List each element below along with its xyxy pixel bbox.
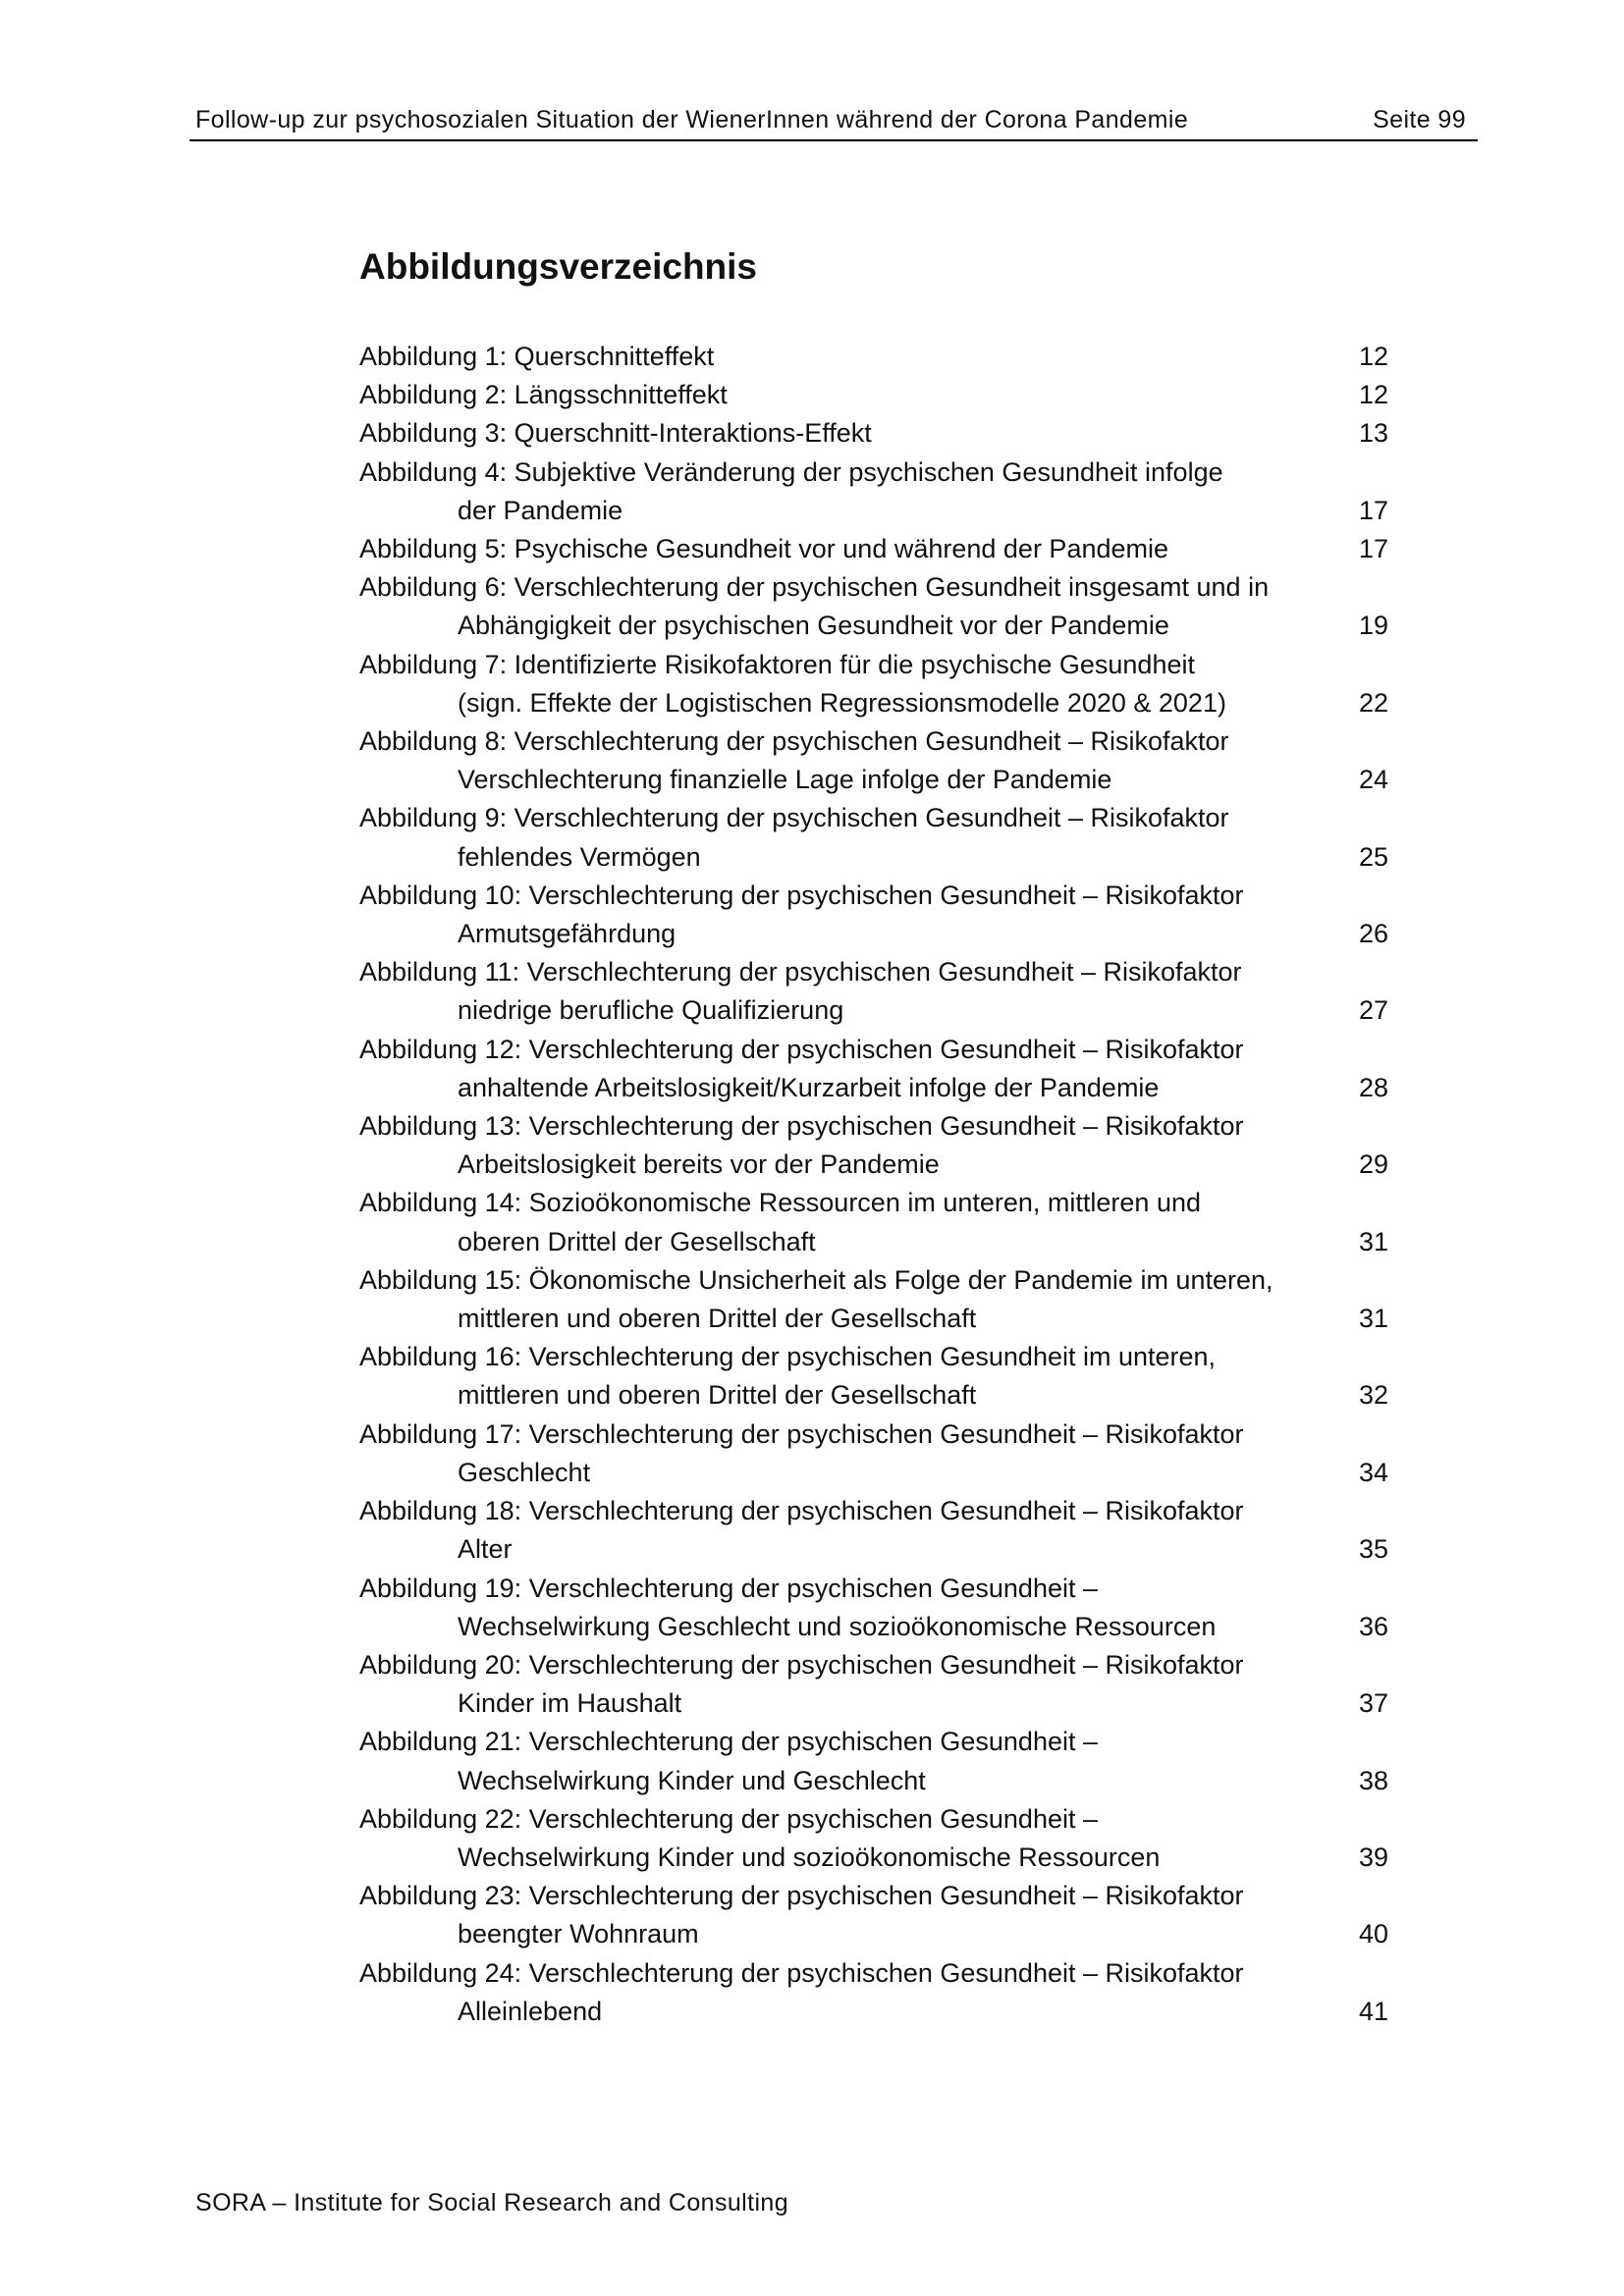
header-page-number: Seite 99 <box>1373 106 1466 133</box>
figure-caption-continued: mittleren und oberen Drittel der Gesellschaft <box>458 1380 977 1411</box>
figure-page-number: 12 <box>1358 342 1388 371</box>
figure-caption: Abbildung 13: Verschlechterung der psychischen Gesundheit – Risikofaktor <box>359 1111 1244 1142</box>
figure-list-item[interactable] <box>359 1570 1388 1646</box>
figure-list-item[interactable] <box>359 722 1388 799</box>
figure-list-item[interactable] <box>359 1107 1388 1184</box>
figure-caption-continued: Alleinlebend <box>458 1996 603 2026</box>
figure-caption: Abbildung 10: Verschlechterung der psychischen Gesundheit – Risikofaktor <box>359 880 1244 910</box>
figure-list-item[interactable] <box>359 953 1388 1030</box>
figure-caption: Abbildung 16: Verschlechterung der psychischen Gesundheit im unteren, <box>359 1342 1217 1372</box>
figure-caption-continued: oberen Drittel der Gesellschaft <box>458 1226 816 1256</box>
figure-caption: Abbildung 2: Längsschnitteffekt <box>359 380 728 410</box>
figure-list-item[interactable] <box>359 1646 1388 1723</box>
figure-caption: Abbildung 20: Verschlechterung der psychischen Gesundheit – Risikofaktor <box>359 1649 1244 1680</box>
figure-page-number: 32 <box>1358 1380 1388 1411</box>
figure-caption-continued: beengter Wohnraum <box>458 1919 699 1949</box>
figure-page-number: 31 <box>1358 1226 1388 1256</box>
figure-page-number: 28 <box>1358 1072 1388 1102</box>
figure-page-number: 39 <box>1358 1842 1388 1872</box>
figure-list-item[interactable] <box>359 338 1388 376</box>
figure-caption-continued: anhaltende Arbeitslosigkeit/Kurzarbeit infolge der Pandemie <box>458 1072 1160 1102</box>
figure-caption-continued: Kinder im Haushalt <box>458 1688 682 1719</box>
figure-page-number: 19 <box>1358 611 1388 641</box>
figure-page-number: 29 <box>1358 1149 1388 1180</box>
figure-list-item[interactable] <box>359 1492 1388 1569</box>
figure-caption: Abbildung 23: Verschlechterung der psychischen Gesundheit – Risikofaktor <box>359 1881 1244 1911</box>
figure-page-number: 41 <box>1358 1996 1388 2026</box>
figure-caption: Abbildung 12: Verschlechterung der psychischen Gesundheit – Risikofaktor <box>359 1034 1244 1064</box>
figure-page-number: 22 <box>1358 687 1388 718</box>
figure-caption: Abbildung 21: Verschlechterung der psychischen Gesundheit – <box>359 1727 1098 1757</box>
figure-list-item[interactable] <box>359 646 1388 722</box>
figure-page-number: 26 <box>1358 919 1388 949</box>
figure-page-number: 35 <box>1358 1534 1388 1565</box>
figure-list-item[interactable] <box>359 1031 1388 1107</box>
figure-page-number: 13 <box>1358 418 1388 449</box>
figure-caption-continued: niedrige berufliche Qualifizierung <box>458 995 844 1026</box>
running-footer: SORA – Institute for Social Research and Consulting <box>195 2189 789 2216</box>
figure-list-item[interactable] <box>359 1877 1388 1953</box>
figure-caption: Abbildung 9: Verschlechterung der psychischen Gesundheit – Risikofaktor <box>359 803 1229 833</box>
figure-list-item[interactable] <box>359 568 1388 645</box>
figure-page-number: 36 <box>1358 1611 1388 1641</box>
figure-page-number: 12 <box>1358 380 1388 410</box>
figure-caption: Abbildung 11: Verschlechterung der psychischen Gesundheit – Risikofaktor <box>359 957 1242 988</box>
figure-caption-continued: Wechselwirkung Kinder und Geschlecht <box>458 1765 926 1795</box>
figure-caption-continued: Arbeitslosigkeit bereits vor der Pandemie <box>458 1149 940 1180</box>
figure-list-item[interactable] <box>359 414 1388 453</box>
figure-list-item[interactable] <box>359 1338 1388 1415</box>
figure-list <box>359 338 1388 2031</box>
figure-caption: Abbildung 5: Psychische Gesundheit vor und während der Pandemie <box>359 534 1169 564</box>
figure-page-number: 31 <box>1358 1304 1388 1334</box>
figure-caption: Abbildung 17: Verschlechterung der psychischen Gesundheit – Risikofaktor <box>359 1418 1244 1449</box>
figure-caption-continued: Verschlechterung finanzielle Lage infolge der Pandemie <box>458 765 1112 795</box>
figure-caption: Abbildung 7: Identifizierte Risikofaktoren für die psychische Gesundheit <box>359 649 1195 679</box>
figure-list-item[interactable] <box>359 877 1388 953</box>
page-title: Abbildungsverzeichnis <box>359 246 758 287</box>
figure-list-item[interactable] <box>359 1800 1388 1877</box>
figure-list-item[interactable] <box>359 454 1388 530</box>
figure-page-number: 37 <box>1358 1688 1388 1719</box>
figure-page-number: 17 <box>1358 495 1388 525</box>
figure-page-number: 40 <box>1358 1919 1388 1949</box>
figure-caption: Abbildung 1: Querschnitteffekt <box>359 342 715 371</box>
figure-page-number: 38 <box>1358 1765 1388 1795</box>
figure-caption: Abbildung 4: Subjektive Veränderung der psychischen Gesundheit infolge <box>359 456 1223 487</box>
figure-page-number: 25 <box>1358 841 1388 872</box>
header-title: Follow-up zur psychosozialen Situation der WienerInnen während der Corona Pandemie <box>195 106 1189 133</box>
figure-caption-continued: (sign. Effekte der Logistischen Regressionsmodelle 2020 & 2021) <box>458 687 1226 718</box>
figure-caption-continued: Wechselwirkung Kinder und sozioökonomische Ressourcen <box>458 1842 1161 1872</box>
figure-caption-continued: Abhängigkeit der psychischen Gesundheit vor der Pandemie <box>458 611 1169 641</box>
figure-caption: Abbildung 24: Verschlechterung der psychischen Gesundheit – Risikofaktor <box>359 1957 1244 1988</box>
figure-caption-continued: der Pandemie <box>458 495 623 525</box>
figure-page-number: 27 <box>1358 995 1388 1026</box>
figure-list-item[interactable] <box>359 1261 1388 1338</box>
figure-caption-continued: fehlendes Vermögen <box>458 841 701 872</box>
figure-caption-continued: Geschlecht <box>458 1457 591 1487</box>
figure-list-item[interactable] <box>359 799 1388 876</box>
figure-caption: Abbildung 22: Verschlechterung der psychischen Gesundheit – <box>359 1803 1098 1834</box>
figure-caption-continued: Wechselwirkung Geschlecht und sozioökonomische Ressourcen <box>458 1611 1217 1641</box>
figure-caption: Abbildung 15: Ökonomische Unsicherheit als Folge der Pandemie im unteren, <box>359 1264 1273 1295</box>
figure-caption: Abbildung 19: Verschlechterung der psychischen Gesundheit – <box>359 1573 1098 1603</box>
figure-caption: Abbildung 6: Verschlechterung der psychischen Gesundheit insgesamt und in <box>359 572 1270 603</box>
figure-list-item[interactable] <box>359 1723 1388 1799</box>
figure-page-number: 17 <box>1358 534 1388 564</box>
figure-list-item[interactable] <box>359 1184 1388 1260</box>
figure-caption-continued: mittleren und oberen Drittel der Gesellschaft <box>458 1304 977 1334</box>
figure-caption: Abbildung 8: Verschlechterung der psychischen Gesundheit – Risikofaktor <box>359 726 1229 757</box>
figure-page-number: 24 <box>1358 765 1388 795</box>
figure-caption-continued: Alter <box>458 1534 513 1565</box>
figure-list-item[interactable] <box>359 1954 1388 2031</box>
figure-page-number: 34 <box>1358 1457 1388 1487</box>
figure-caption: Abbildung 18: Verschlechterung der psychischen Gesundheit – Risikofaktor <box>359 1496 1244 1526</box>
figure-list-item[interactable] <box>359 1415 1388 1492</box>
figure-list-item[interactable] <box>359 376 1388 414</box>
figure-caption-continued: Armutsgefährdung <box>458 919 677 949</box>
figure-caption: Abbildung 14: Sozioökonomische Ressourcen im unteren, mittleren und <box>359 1188 1201 1218</box>
running-header <box>189 102 1478 141</box>
figure-caption: Abbildung 3: Querschnitt-Interaktions-Effekt <box>359 418 872 449</box>
figure-list-item[interactable] <box>359 530 1388 568</box>
